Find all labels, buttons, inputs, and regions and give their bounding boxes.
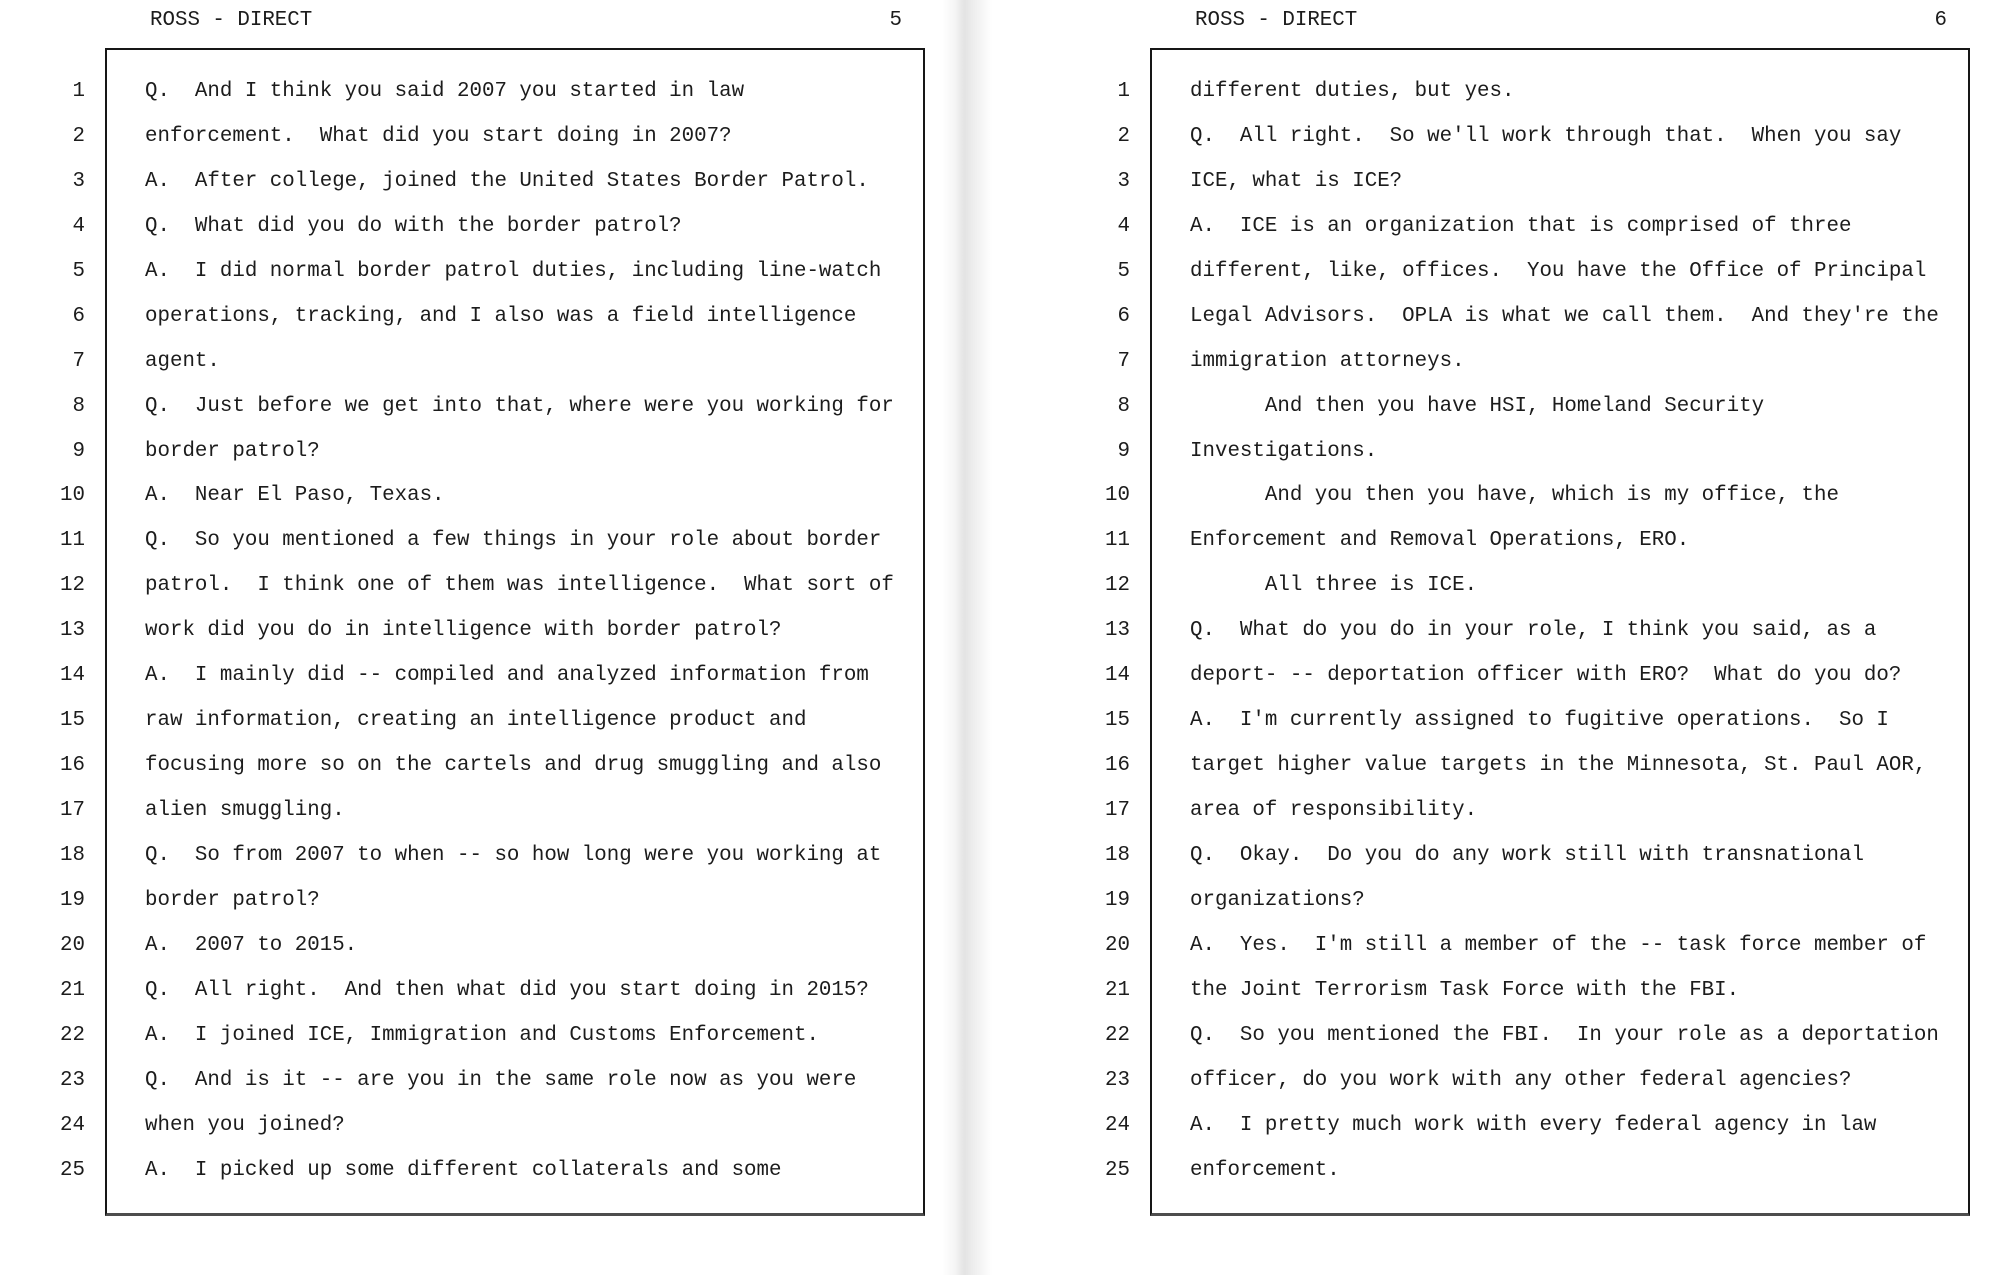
line-number: 10 — [60, 484, 85, 508]
line-number: 4 — [1117, 214, 1130, 238]
transcript-line — [0, 834, 2000, 879]
line-text: border patrol? — [145, 439, 320, 463]
line-text: the Joint Terrorism Task Force with the FBI. — [1190, 978, 1740, 1002]
transcript-line — [0, 115, 2000, 160]
transcript-line — [0, 295, 2000, 340]
transcript-lines — [0, 70, 2000, 1193]
line-text: border patrol? — [145, 888, 320, 912]
line-number: 10 — [1105, 484, 1130, 508]
line-text: different, like, offices. You have the Office of Principal — [1190, 259, 1927, 283]
transcript-line — [0, 699, 2000, 744]
transcript-line — [0, 70, 2000, 115]
line-number: 1 — [72, 80, 85, 103]
line-number: 17 — [1105, 799, 1130, 822]
line-text: A. I pretty much work with every federal agency in law — [1190, 1113, 1877, 1137]
line-number: 8 — [72, 394, 85, 418]
line-text: officer, do you work with any other federal agencies? — [1190, 1068, 1852, 1092]
line-text: enforcement. What did you start doing in 2007? — [145, 124, 732, 148]
line-text: Q. So from 2007 to when -- so how long were you working at — [145, 843, 882, 867]
line-number: 3 — [72, 169, 85, 193]
transcript-line — [0, 969, 2000, 1014]
line-text: A. I did normal border patrol duties, including line-watch — [145, 259, 882, 283]
line-text: alien smuggling. — [145, 799, 345, 822]
line-text: A. I mainly did -- compiled and analyzed information from — [145, 664, 869, 688]
transcript-line — [0, 340, 2000, 385]
line-number: 2 — [1117, 124, 1130, 148]
line-number: 22 — [60, 1023, 85, 1047]
line-number: 11 — [60, 529, 85, 553]
line-text: operations, tracking, and I also was a field intelligence — [145, 304, 857, 328]
line-number: 7 — [72, 349, 85, 373]
line-number: 21 — [1105, 978, 1130, 1002]
line-number: 25 — [60, 1158, 85, 1182]
line-text: agent. — [145, 349, 220, 373]
line-text: A. Near El Paso, Texas. — [145, 484, 445, 508]
line-number: 23 — [1105, 1068, 1130, 1092]
line-number: 20 — [1105, 933, 1130, 957]
transcript-line — [0, 474, 2000, 519]
line-text: Q. And I think you said 2007 you started in law — [145, 80, 745, 103]
line-number: 15 — [1105, 709, 1130, 733]
line-number: 19 — [1105, 888, 1130, 912]
transcript-line — [0, 519, 2000, 564]
page-header-title: ROSS - DIRECT — [1195, 9, 1358, 32]
line-number: 20 — [60, 933, 85, 957]
line-text: different duties, but yes. — [1190, 80, 1515, 103]
line-text: Q. All right. And then what did you start doing in 2015? — [145, 978, 869, 1002]
line-text: Q. All right. So we'll work through that. When you say — [1190, 124, 1902, 148]
line-number: 13 — [60, 619, 85, 643]
page-number: 6 — [1934, 9, 1947, 32]
line-number: 12 — [1105, 574, 1130, 598]
line-number: 14 — [60, 664, 85, 688]
line-text: when you joined? — [145, 1113, 345, 1137]
line-number: 17 — [60, 799, 85, 822]
line-number: 3 — [1117, 169, 1130, 193]
line-number: 16 — [60, 754, 85, 778]
line-text: Enforcement and Removal Operations, ERO. — [1190, 529, 1690, 553]
line-text: A. 2007 to 2015. — [145, 933, 358, 957]
line-number: 19 — [60, 888, 85, 912]
line-text: raw information, creating an intelligence product and — [145, 709, 807, 733]
line-number: 6 — [72, 304, 85, 328]
line-number: 22 — [1105, 1023, 1130, 1047]
line-number: 14 — [1105, 664, 1130, 688]
line-number: 16 — [1105, 754, 1130, 778]
line-text: And then you have HSI, Homeland Security — [1190, 394, 1765, 418]
line-text: A. I'm currently assigned to fugitive operations. So I — [1190, 709, 1889, 733]
line-text: And you then you have, which is my office, the — [1190, 484, 1839, 508]
line-number: 18 — [1105, 843, 1130, 867]
line-number: 13 — [1105, 619, 1130, 643]
transcript-line — [0, 564, 2000, 609]
line-text: work did you do in intelligence with border patrol? — [145, 619, 782, 643]
transcript-line — [0, 1059, 2000, 1104]
line-number: 5 — [1117, 259, 1130, 283]
line-text: Q. Okay. Do you do any work still with transnational — [1190, 843, 1864, 867]
page-header-title: ROSS - DIRECT — [150, 9, 313, 32]
line-text: All three is ICE. — [1190, 574, 1478, 598]
line-text: Q. What do you do in your role, I think you said, as a — [1190, 619, 1877, 643]
line-number: 18 — [60, 843, 85, 867]
line-text: Investigations. — [1190, 439, 1378, 463]
line-number: 24 — [1105, 1113, 1130, 1137]
line-text: target higher value targets in the Minnesota, St. Paul AOR, — [1190, 754, 1927, 778]
line-number: 5 — [72, 259, 85, 283]
line-number: 25 — [1105, 1158, 1130, 1182]
transcript-line — [0, 160, 2000, 205]
line-number: 1 — [1117, 80, 1130, 103]
line-text: immigration attorneys. — [1190, 349, 1465, 373]
line-text: Legal Advisors. OPLA is what we call them. And they're the — [1190, 304, 1939, 328]
line-number: 4 — [72, 214, 85, 238]
line-text: A. I picked up some different collaterals and some — [145, 1158, 782, 1182]
line-number: 15 — [60, 709, 85, 733]
line-text: Q. So you mentioned the FBI. In your role as a deportation — [1190, 1023, 1939, 1047]
page-number: 5 — [889, 9, 902, 32]
line-number: 23 — [60, 1068, 85, 1092]
transcript-line — [0, 924, 2000, 969]
line-number: 8 — [1117, 394, 1130, 418]
line-text: Q. So you mentioned a few things in your role about border — [145, 529, 882, 553]
line-text: area of responsibility. — [1190, 799, 1478, 822]
line-text: focusing more so on the cartels and drug smuggling and also — [145, 754, 882, 778]
line-text: patrol. I think one of them was intelligence. What sort of — [145, 574, 894, 598]
line-text: A. I joined ICE, Immigration and Customs Enforcement. — [145, 1023, 819, 1047]
line-text: deport- -- deportation officer with ERO? What do you do? — [1190, 664, 1902, 688]
transcript-line — [0, 609, 2000, 654]
line-number: 21 — [60, 978, 85, 1002]
transcript-line — [0, 744, 2000, 789]
transcript-line — [0, 1104, 2000, 1149]
line-text: Q. What did you do with the border patrol? — [145, 214, 682, 238]
line-text: Q. And is it -- are you in the same role now as you were — [145, 1068, 857, 1092]
line-number: 12 — [60, 574, 85, 598]
transcript-line — [0, 654, 2000, 699]
transcript-line — [0, 879, 2000, 924]
line-text: enforcement. — [1190, 1158, 1340, 1182]
line-text: A. After college, joined the United States Border Patrol. — [145, 169, 869, 193]
line-number: 24 — [60, 1113, 85, 1137]
line-text: organizations? — [1190, 888, 1365, 912]
line-text: ICE, what is ICE? — [1190, 169, 1403, 193]
line-number: 11 — [1105, 529, 1130, 553]
line-text: A. ICE is an organization that is comprised of three — [1190, 214, 1852, 238]
transcript-line — [0, 205, 2000, 250]
line-number: 2 — [72, 124, 85, 148]
line-number: 9 — [1117, 439, 1130, 463]
transcript-line — [0, 789, 2000, 834]
transcript-line — [0, 1149, 2000, 1194]
transcript-line — [0, 250, 2000, 295]
transcript-line — [0, 385, 2000, 430]
line-number: 7 — [1117, 349, 1130, 373]
line-text: Q. Just before we get into that, where were you working for — [145, 394, 894, 418]
line-number: 9 — [72, 439, 85, 463]
line-number: 6 — [1117, 304, 1130, 328]
line-text: A. Yes. I'm still a member of the -- task force member of — [1190, 933, 1927, 957]
transcript-line — [0, 1014, 2000, 1059]
transcript-line — [0, 430, 2000, 475]
